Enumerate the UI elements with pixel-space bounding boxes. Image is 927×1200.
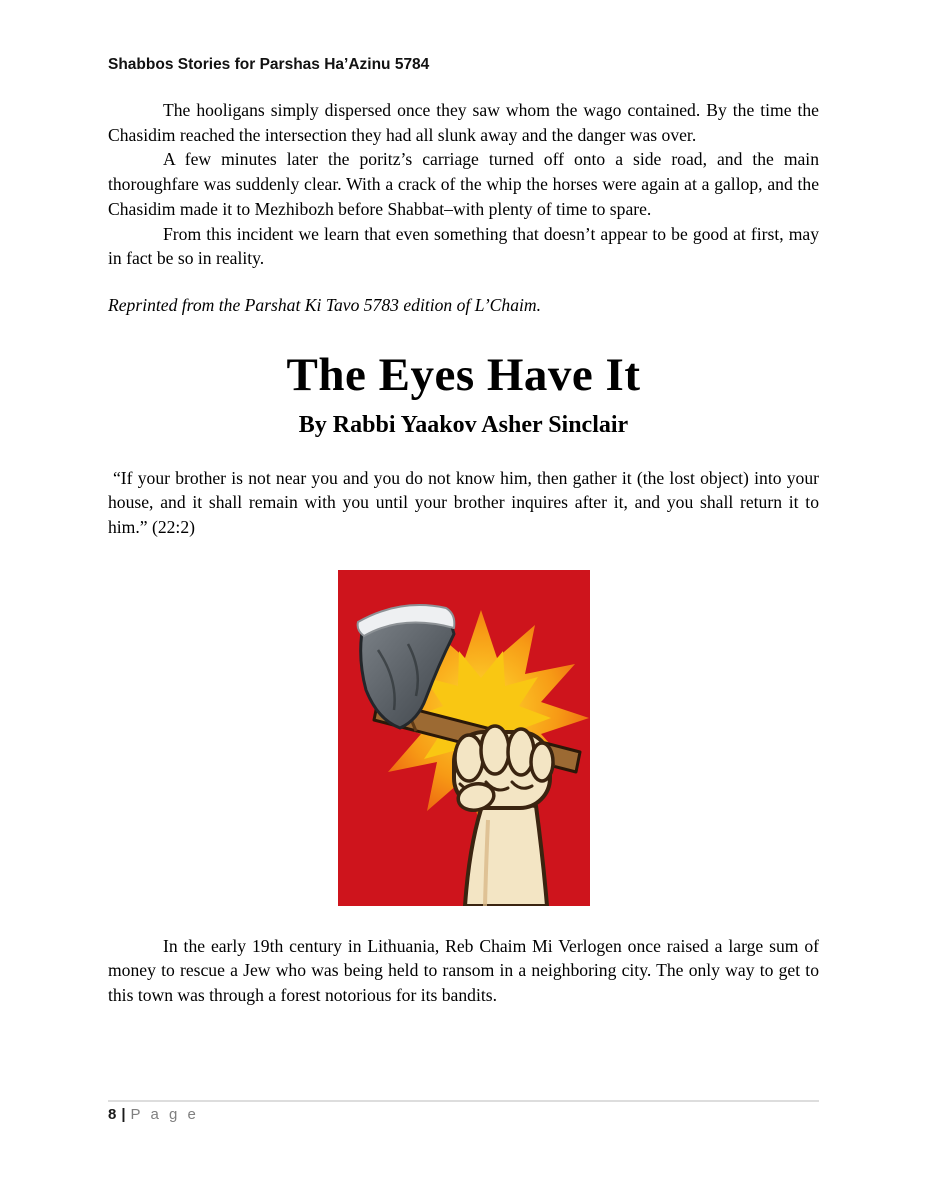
reprint-credit: Reprinted from the Parshat Ki Tavo 5783 edition of L’Chaim.: [108, 294, 542, 315]
document-header: [108, 56, 819, 74]
forearm: [465, 800, 547, 906]
header-title: Shabbos Stories for Parshas Ha’Azinu 5784: [108, 56, 430, 73]
page-label: P a g e: [130, 1106, 199, 1123]
page-number: 8: [108, 1106, 117, 1123]
story-byline: By Rabbi Yaakov Asher Sinclair: [298, 411, 629, 438]
story1-paragraph-3: From this incident we learn that even something that doesn’t appear to be good at first, may in fact be so in reality.: [108, 223, 819, 269]
finger-1: [455, 735, 483, 781]
fist-axe-illustration-svg: [338, 570, 590, 906]
torah-quote: “If your brother is not near you and you do not know him, then gather it (the lost object) into your house, and it shall remain with you until your brother inquires after it, and you shall return it to him.” (22:2): [108, 467, 819, 538]
story1-paragraph-2: A few minutes later the poritz’s carriage turned off onto a side road, and the main thoroughfare was suddenly clear. With a crack of the whip the horses were again at a gallop, and the Chasidim made it to Mezhibozh before Shabbat–with plenty of time to spare.: [108, 149, 819, 219]
story2-paragraph: In the early 19th century in Lithuania, Reb Chaim Mi Verlogen once raised a large sum of money to rescue a Jew who was being held to ransom in a neighboring city. The only way to get to this town was through a forest notorious for its bandits.: [108, 935, 819, 1006]
footer-divider: [108, 1100, 819, 1102]
document-content: [108, 98, 819, 1008]
finger-2: [481, 726, 509, 774]
document-footer: [108, 1106, 199, 1123]
fist-axe-illustration: [338, 570, 590, 906]
footer-separator: |: [121, 1106, 126, 1123]
story1-paragraph-1: The hooligans simply dispersed once they saw whom the wago contained. By the time the Chasidim reached the intersection they had all slunk away and the danger was over.: [108, 100, 819, 145]
story-title: The Eyes Have It: [286, 348, 641, 401]
finger-4: [531, 743, 553, 781]
